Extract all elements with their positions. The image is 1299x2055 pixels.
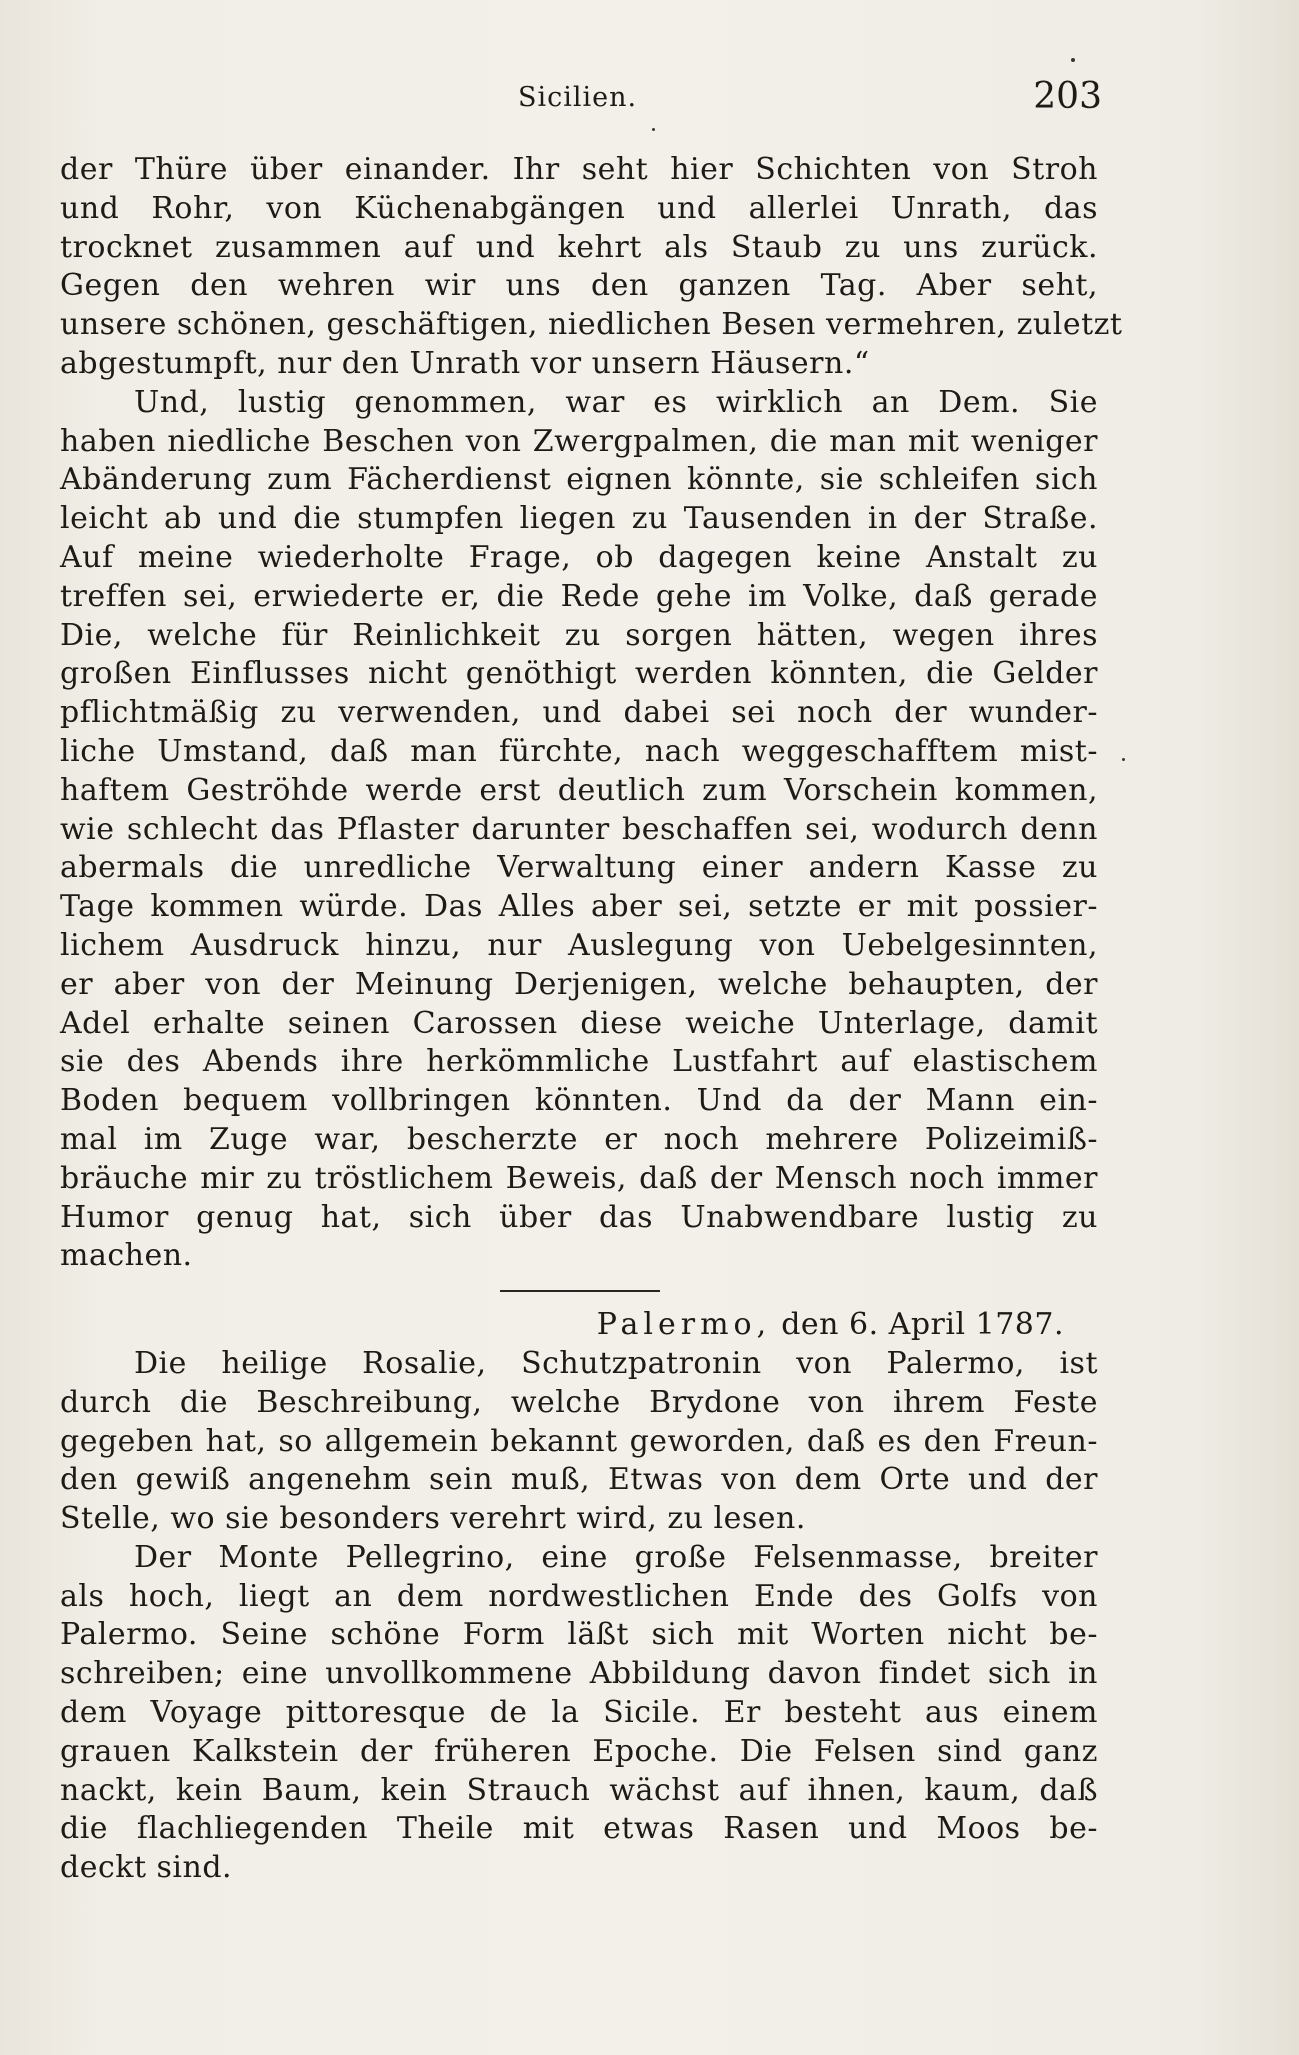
text-line: wie schlecht das Pflaster darunter beschaffen sei, wodurch denn	[60, 811, 1098, 847]
text-line: Tage kommen würde. Das Alles aber sei, setzte er mit possier-	[60, 889, 1098, 925]
text-line: lichem Ausdruck hinzu, nur Auslegung von Uebelgesinnten,	[60, 927, 1098, 963]
print-speck	[1122, 758, 1125, 761]
dateline-place: Palermo,	[596, 1307, 772, 1343]
text-line: grauen Kalkstein der früheren Epoche. Die Felsen sind ganz	[60, 1733, 1098, 1769]
paragraph-street-sweeping	[60, 384, 1098, 1276]
text-line: haben niedliche Beschen von Zwergpalmen, die man mit weniger	[60, 423, 1098, 459]
text-line: haftem Geströhde werde erst deutlich zum Vorschein kommen,	[60, 772, 1098, 808]
text-line: abgestumpft, nur den Unrath vor unsern Häusern.“	[60, 345, 870, 381]
running-head: Sicilien.	[518, 82, 638, 113]
text-line: Die, welche für Reinlichkeit zu sorgen hätten, wegen ihres	[60, 617, 1098, 653]
dateline	[60, 1306, 1098, 1345]
text-line: Und, lustig genommen, war es wirklich an Dem. Sie	[134, 384, 1098, 420]
text-line: pflichtmäßig zu verwenden, und dabei sei noch der wunder-	[60, 695, 1098, 731]
print-speck	[1071, 58, 1075, 62]
text-line: mal im Zuge war, bescherzte er noch mehrere Polizeimiß-	[60, 1121, 1098, 1157]
text-line: er aber von der Meinung Derjenigen, welche behaupten, der	[60, 966, 1098, 1002]
text-line: die flachliegenden Theile mit etwas Rasen und Moos be-	[60, 1811, 1098, 1847]
paragraph-quote-end	[60, 151, 1123, 384]
print-speck	[652, 128, 655, 131]
text-line: der Thüre über einander. Ihr seht hier Schichten von Stroh	[60, 152, 1098, 187]
dateline-date: den 6. April 1787.	[781, 1307, 1064, 1343]
text-line: deckt sind.	[60, 1850, 233, 1886]
text-line: schreiben; eine unvollkommene Abbildung davon findet sich in	[60, 1656, 1098, 1692]
text-line: den gewiß angenehm sein muß, Etwas von dem Orte und der	[60, 1462, 1098, 1498]
text-line: unsere schönen, geschäftigen, niedlichen Besen vermehren, zuletzt	[60, 307, 1123, 343]
page-number: 203	[1033, 76, 1102, 117]
text-line: Gegen den wehren wir uns den ganzen Tag. Aber seht,	[60, 268, 1098, 304]
paragraph-rosalie	[60, 1345, 1098, 1539]
text-line: großen Einflusses nicht genöthigt werden könnten, die Gelder	[60, 656, 1098, 692]
text-line: gegeben hat, so allgemein bekannt geworden, daß es den Freun-	[60, 1423, 1098, 1459]
text-line: als hoch, liegt an dem nordwestlichen Ende des Golfs von	[60, 1578, 1098, 1614]
text-line: dem Voyage pittoresque de la Sicile. Er besteht aus einem	[60, 1695, 1098, 1731]
text-line: bräuche mir zu tröstlichem Beweis, daß der Mensch noch immer	[60, 1160, 1098, 1196]
text-line: trocknet zusammen auf und kehrt als Staub zu uns zurück.	[60, 229, 1098, 265]
text-line: Adel erhalte seinen Carossen diese weiche Unterlage, damit	[60, 1005, 1098, 1041]
text-line: machen.	[60, 1238, 193, 1274]
text-line: durch die Beschreibung, welche Brydone von ihrem Feste	[60, 1384, 1098, 1420]
text-line: Die heilige Rosalie, Schutzpatronin von Palermo, ist	[134, 1345, 1098, 1381]
text-line: nackt, kein Baum, kein Strauch wächst auf ihnen, kaum, daß	[60, 1772, 1098, 1808]
text-line: Humor genug hat, sich über das Unabwendbare lustig zu	[60, 1199, 1098, 1235]
text-line: sie des Abends ihre herkömmliche Lustfahrt auf elastischem	[60, 1044, 1098, 1080]
text-line: treffen sei, erwiederte er, die Rede gehe im Volke, daß gerade	[60, 578, 1098, 614]
section-divider	[500, 1290, 660, 1292]
text-line: Palermo. Seine schöne Form läßt sich mit Worten nicht be-	[60, 1617, 1098, 1653]
paragraph-monte-pellegrino	[60, 1539, 1098, 1888]
text-line: Der Monte Pellegrino, eine große Felsenmasse, breiter	[134, 1539, 1098, 1575]
page-header	[60, 76, 1102, 126]
text-line: Stelle, wo sie besonders verehrt wird, zu lesen.	[60, 1501, 806, 1537]
body-text	[60, 151, 1123, 1888]
text-line: und Rohr, von Küchenabgängen und allerlei Unrath, das	[60, 190, 1098, 226]
text-line: Abänderung zum Fächerdienst eignen könnte, sie schleifen sich	[60, 462, 1098, 498]
text-line: liche Umstand, daß man fürchte, nach weggeschafftem mist-	[60, 733, 1098, 769]
text-line: leicht ab und die stumpfen liegen zu Tausenden in der Straße.	[60, 501, 1098, 537]
text-line: abermals die unredliche Verwaltung einer andern Kasse zu	[60, 850, 1098, 886]
text-line: Auf meine wiederholte Frage, ob dagegen keine Anstalt zu	[60, 539, 1098, 575]
section-divider-row	[60, 1276, 1098, 1306]
text-line: Boden bequem vollbringen könnten. Und da der Mann ein-	[60, 1083, 1098, 1119]
